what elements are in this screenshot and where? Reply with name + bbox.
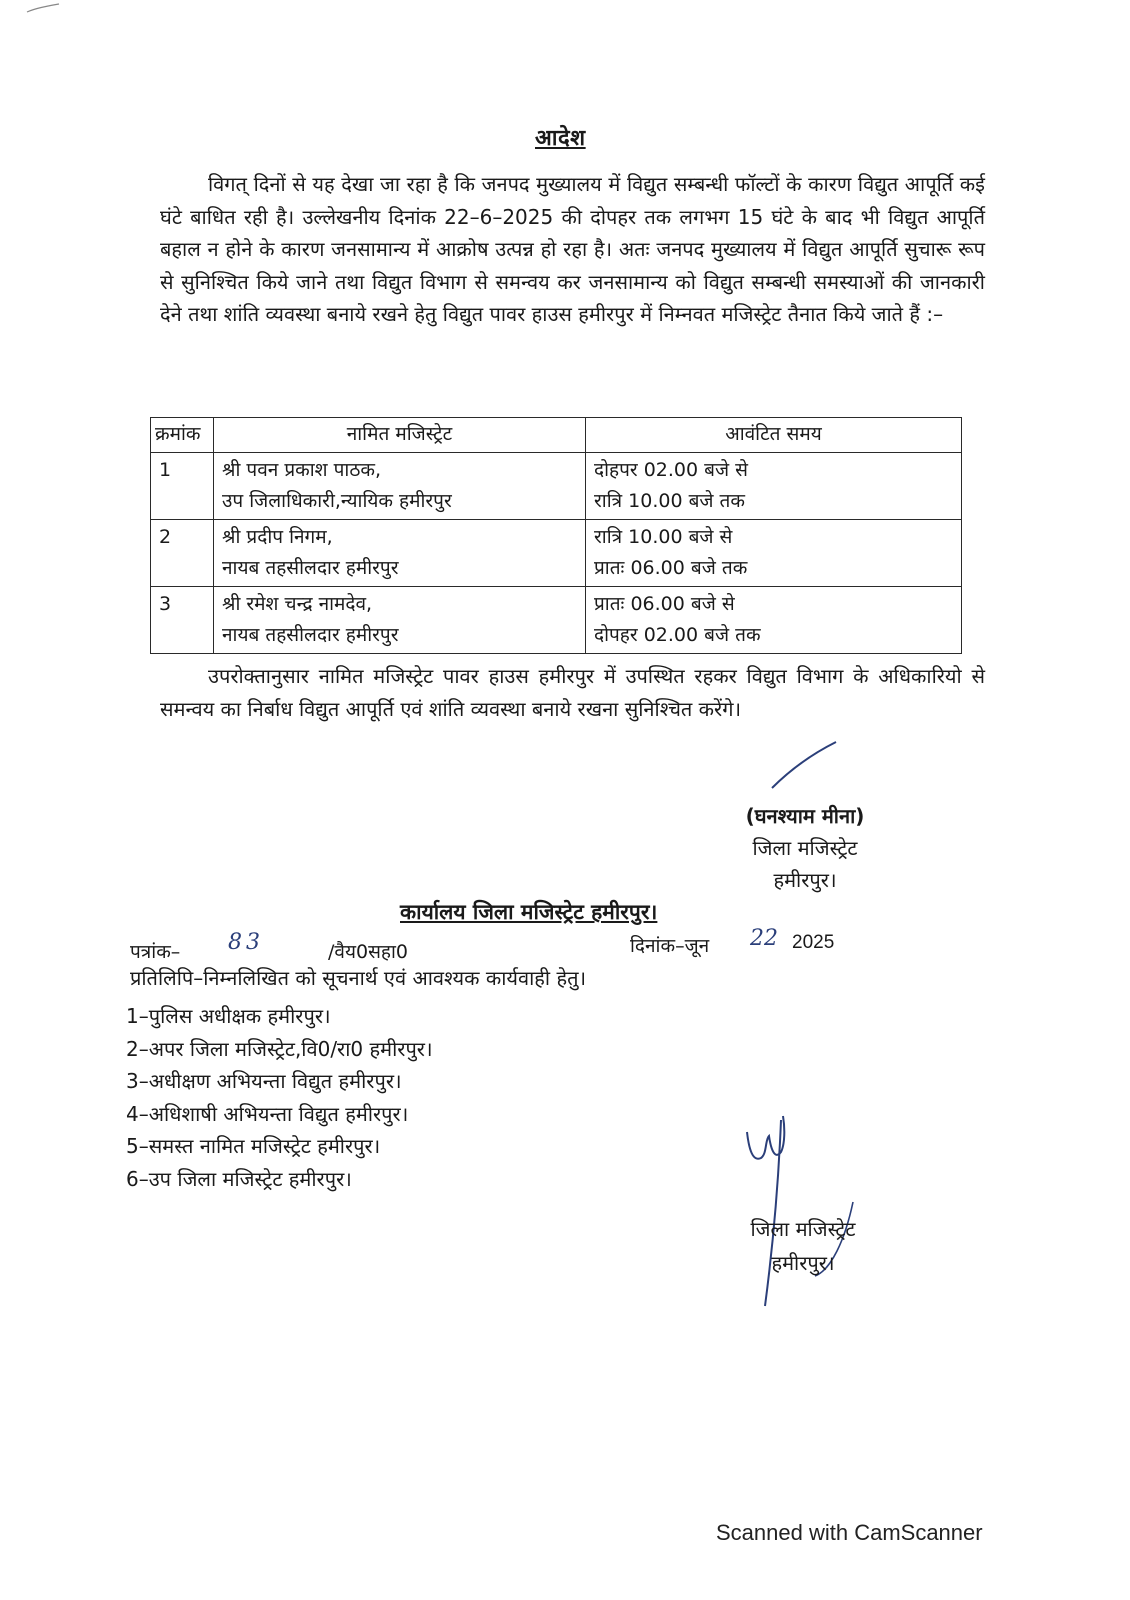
scan-mark xyxy=(26,2,60,14)
order-title: आदेश xyxy=(535,126,586,151)
magistrate-name: श्री रमेश चन्द्र नामदेव, xyxy=(222,593,373,615)
reference-number: 83 xyxy=(228,930,264,955)
table-row xyxy=(151,453,962,520)
list-item: 4–अधिशाषी अभियन्ता विद्युत हमीरपुर। xyxy=(126,1101,409,1126)
row-magistrate xyxy=(214,587,586,654)
handwritten-signature-icon xyxy=(735,1110,855,1310)
header-serial: क्रमांक xyxy=(151,418,214,453)
header-time: आवंटित समय xyxy=(586,418,962,453)
magistrate-roster-table xyxy=(150,417,962,654)
time-to: दोपहर 02.00 बजे तक xyxy=(594,624,761,646)
row-serial: 3 xyxy=(151,587,214,654)
time-from: दोहपर 02.00 बजे से xyxy=(594,459,748,481)
row-time xyxy=(586,453,962,520)
signature-block xyxy=(725,800,885,896)
copy-recipient-list xyxy=(126,1000,433,1195)
order-paragraph-2: उपरोक्तानुसार नामित मजिस्ट्रेट पावर हाउस हमीरपुर में उपस्थित रहकर विद्युत विभाग के अधिकारियो से समन्वय का निर्बाध विद्युत आपूर्ति एवं शांति व्यवस्था बनाये रखना सुनिश्चित करेंगे। xyxy=(160,664,985,721)
signatory-designation: जिला मजिस्ट्रेट xyxy=(750,1217,856,1241)
signatory-name: (घनश्याम मीना) xyxy=(745,804,865,828)
row-serial: 2 xyxy=(151,520,214,587)
signatory-designation: जिला मजिस्ट्रेट xyxy=(752,836,858,860)
time-from: प्रातः 06.00 बजे से xyxy=(594,593,735,615)
date-label: दिनांक–जून xyxy=(630,935,710,957)
reference-label: पत्रांक– xyxy=(130,941,181,963)
magistrate-designation: नायब तहसीलदार हमीरपुर xyxy=(222,624,399,646)
list-item: 2–अपर जिला मजिस्ट्रेट,वि0/रा0 हमीरपुर। xyxy=(126,1036,433,1061)
signatory-place: हमीरपुर। xyxy=(771,1251,835,1275)
signature-stroke-icon xyxy=(770,740,840,790)
header-magistrate: नामित मजिस्ट्रेट xyxy=(214,418,586,453)
table-row xyxy=(151,587,962,654)
list-item: 1–पुलिस अधीक्षक हमीरपुर। xyxy=(126,1004,331,1028)
copy-heading: प्रतिलिपि–निम्नलिखित को सूचनार्थ एवं आवश्यक कार्यवाही हेतु। xyxy=(130,966,587,990)
reference-suffix: /वैय0सहा0 xyxy=(328,941,409,963)
table-header-row xyxy=(151,418,962,453)
row-magistrate xyxy=(214,520,586,587)
office-heading: कार्यालय जिला मजिस्ट्रेट हमीरपुर। xyxy=(400,900,658,924)
magistrate-name: श्री प्रदीप निगम, xyxy=(222,526,333,548)
row-time xyxy=(586,520,962,587)
signature-block-2 xyxy=(728,1212,878,1280)
time-to: प्रातः 06.00 बजे तक xyxy=(594,557,748,579)
scanner-watermark: Scanned with CamScanner xyxy=(716,1520,983,1545)
row-time xyxy=(586,587,962,654)
list-item: 5–समस्त नामित मजिस्ट्रेट हमीरपुर। xyxy=(126,1134,381,1158)
date-year: 2025 xyxy=(792,932,835,953)
list-item: 3–अधीक्षण अभियन्ता विद्युत हमीरपुर। xyxy=(126,1069,402,1093)
table-row xyxy=(151,520,962,587)
date-day: 22 xyxy=(750,926,778,951)
time-to: रात्रि 10.00 बजे तक xyxy=(594,490,745,512)
magistrate-designation: नायब तहसीलदार हमीरपुर xyxy=(222,557,399,579)
order-paragraph-1: विगत् दिनों से यह देखा जा रहा है कि जनपद मुख्यालय में विद्युत सम्बन्धी फॉल्टों के कारण विद्युत आपूर्ति कई घंटे बाधित रही है। उल्लेखनीय दिनांक 22–6–2025 की दोपहर तक लगभग 15 घंटे के बाद भी विद्युत आपूर्ति बहाल न होने के कारण जनसामान्य में आक्रोष उत्पन्न हो रहा है। अतः जनपद मुख्यालय में विद्युत आपूर्ति सुचारू रूप से सुनिश्चित किये जाने तथा विद्युत विभाग से समन्वय कर जनसामान्य को विद्युत सम्बन्धी समस्याओं की जानकारी देने तथा शांति व्यवस्था बनाये रखने हेतु विद्युत पावर हाउस हमीरपुर में निम्नवत मजिस्ट्रेट तैनात किये जाते हैं :– xyxy=(160,172,985,326)
signatory-place: हमीरपुर। xyxy=(773,868,837,892)
list-item: 6–उप जिला मजिस्ट्रेट हमीरपुर। xyxy=(126,1166,352,1191)
reference-line xyxy=(130,926,850,966)
row-magistrate xyxy=(214,453,586,520)
magistrate-designation: उप जिलाधिकारी,न्यायिक हमीरपुर xyxy=(222,490,452,512)
row-serial: 1 xyxy=(151,453,214,520)
magistrate-name: श्री पवन प्रकाश पाठक, xyxy=(222,459,382,481)
time-from: रात्रि 10.00 बजे से xyxy=(594,526,733,548)
